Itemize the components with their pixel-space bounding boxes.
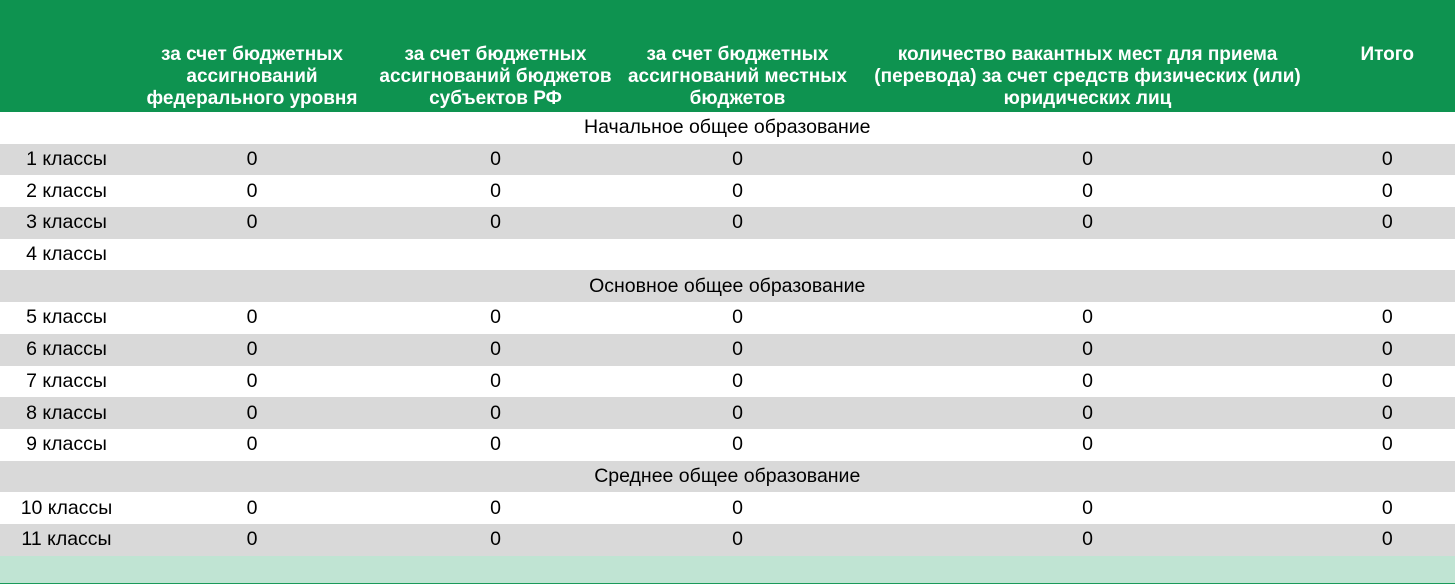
federal-value <box>133 239 371 271</box>
section-row-basic <box>0 270 1455 302</box>
federal-value: 0 <box>133 492 371 524</box>
federal-value: 0 <box>133 302 371 334</box>
table-body <box>0 112 1455 584</box>
local-value: 0 <box>620 144 855 176</box>
grade-label: 3 классы <box>0 207 133 239</box>
total-value: 0 <box>1320 144 1455 176</box>
paid-value: 0 <box>855 524 1320 556</box>
total-value <box>1320 239 1455 271</box>
paid-value <box>855 239 1320 271</box>
grade-label: 9 классы <box>0 429 133 461</box>
regional-value: 0 <box>371 492 620 524</box>
grade-label: 4 классы <box>0 239 133 271</box>
total-value: 0 <box>1320 175 1455 207</box>
table-row <box>0 524 1455 556</box>
local-value: 0 <box>620 366 855 398</box>
table-row <box>0 429 1455 461</box>
section-title-basic: Основное общее образование <box>0 270 1455 302</box>
table-row <box>0 239 1455 271</box>
paid-value: 0 <box>855 366 1320 398</box>
table-row <box>0 397 1455 429</box>
local-value: 0 <box>620 524 855 556</box>
header-row <box>0 0 1455 112</box>
grade-label: 1 классы <box>0 144 133 176</box>
regional-value: 0 <box>371 524 620 556</box>
paid-value: 0 <box>855 207 1320 239</box>
table-row <box>0 366 1455 398</box>
federal-value: 0 <box>133 397 371 429</box>
header-paid: количество вакантных мест для приема (перевода) за счет средств физических (или) юридических лиц <box>855 0 1320 112</box>
federal-value: 0 <box>133 429 371 461</box>
regional-value: 0 <box>371 302 620 334</box>
grade-label: 10 классы <box>0 492 133 524</box>
grade-label: 11 классы <box>0 524 133 556</box>
local-value <box>620 239 855 271</box>
federal-value: 0 <box>133 366 371 398</box>
total-value: 0 <box>1320 429 1455 461</box>
local-value: 0 <box>620 302 855 334</box>
regional-value: 0 <box>371 397 620 429</box>
regional-value: 0 <box>371 334 620 366</box>
regional-value: 0 <box>371 429 620 461</box>
total-value: 0 <box>1320 366 1455 398</box>
total-value: 0 <box>1320 524 1455 556</box>
total-value: 0 <box>1320 302 1455 334</box>
table-row <box>0 175 1455 207</box>
paid-value: 0 <box>855 429 1320 461</box>
grade-label: 7 классы <box>0 366 133 398</box>
header-corner-cell <box>0 0 133 112</box>
paid-value: 0 <box>855 492 1320 524</box>
grade-label: 6 классы <box>0 334 133 366</box>
federal-value: 0 <box>133 524 371 556</box>
header-regional: за счет бюджетных ассигнований бюджетов субъектов РФ <box>371 0 620 112</box>
federal-value: 0 <box>133 175 371 207</box>
regional-value: 0 <box>371 207 620 239</box>
grade-label: 8 классы <box>0 397 133 429</box>
section-row-secondary <box>0 461 1455 493</box>
table-row <box>0 492 1455 524</box>
paid-value: 0 <box>855 334 1320 366</box>
grade-label: 2 классы <box>0 175 133 207</box>
header-federal: за счет бюджетных ассигнований федерального уровня <box>133 0 371 112</box>
table-header <box>0 0 1455 112</box>
regional-value <box>371 239 620 271</box>
table-row <box>0 207 1455 239</box>
paid-value: 0 <box>855 175 1320 207</box>
local-value: 0 <box>620 334 855 366</box>
header-total: Итого <box>1320 0 1455 112</box>
table-footer-row <box>0 556 1455 584</box>
total-value: 0 <box>1320 334 1455 366</box>
paid-value: 0 <box>855 397 1320 429</box>
federal-value: 0 <box>133 207 371 239</box>
section-title-primary: Начальное общее образование <box>0 112 1455 144</box>
local-value: 0 <box>620 492 855 524</box>
local-value: 0 <box>620 397 855 429</box>
header-local: за счет бюджетных ассигнований местных бюджетов <box>620 0 855 112</box>
local-value: 0 <box>620 207 855 239</box>
federal-value: 0 <box>133 334 371 366</box>
local-value: 0 <box>620 429 855 461</box>
table-row <box>0 144 1455 176</box>
grade-label: 5 классы <box>0 302 133 334</box>
section-row-primary <box>0 112 1455 144</box>
paid-value: 0 <box>855 302 1320 334</box>
paid-value: 0 <box>855 144 1320 176</box>
local-value: 0 <box>620 175 855 207</box>
total-value: 0 <box>1320 492 1455 524</box>
table-footer-band <box>0 556 1455 584</box>
section-title-secondary: Среднее общее образование <box>0 461 1455 493</box>
federal-value: 0 <box>133 144 371 176</box>
regional-value: 0 <box>371 366 620 398</box>
total-value: 0 <box>1320 397 1455 429</box>
table-row <box>0 302 1455 334</box>
regional-value: 0 <box>371 175 620 207</box>
regional-value: 0 <box>371 144 620 176</box>
total-value: 0 <box>1320 207 1455 239</box>
table-row <box>0 334 1455 366</box>
